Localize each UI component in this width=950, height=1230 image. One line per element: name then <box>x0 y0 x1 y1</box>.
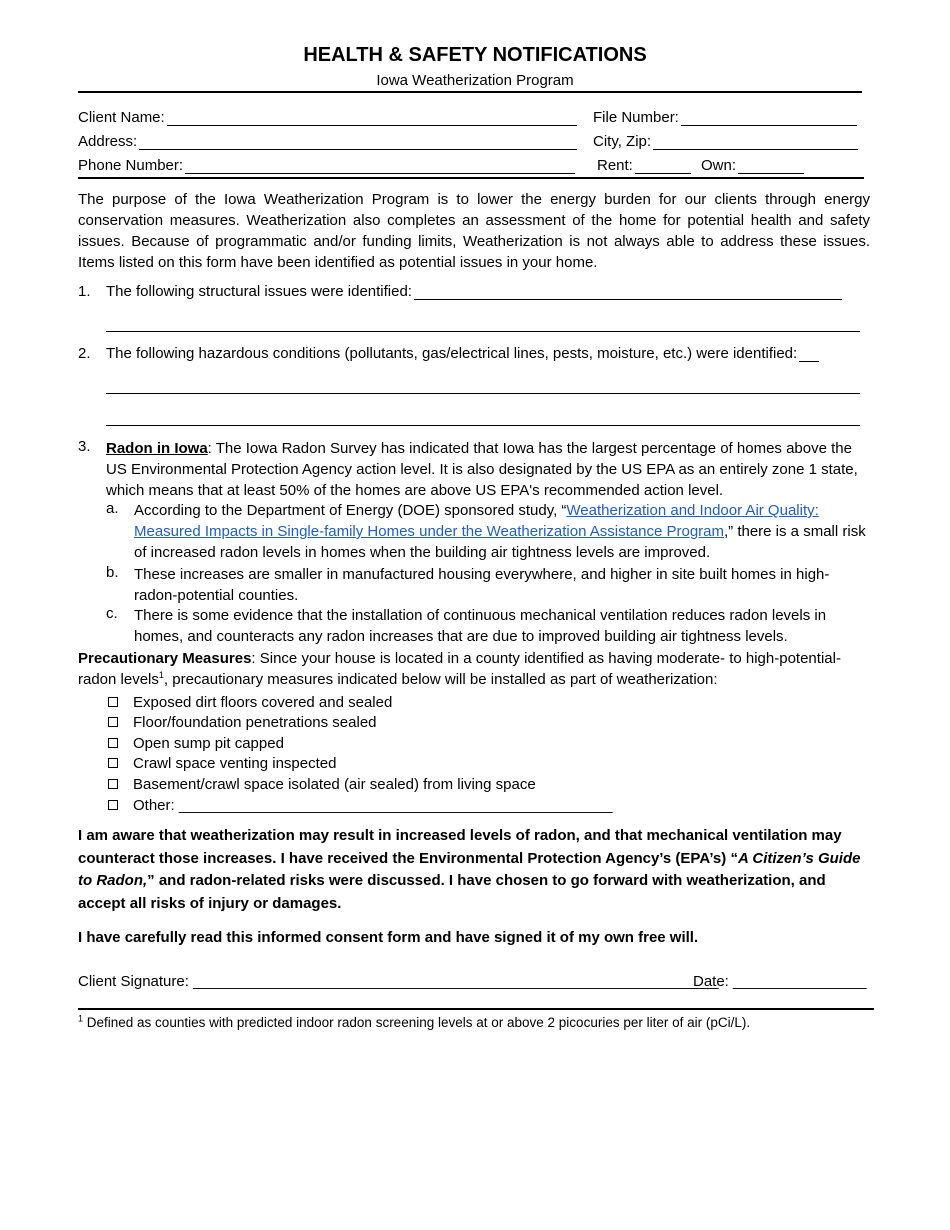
own-label: Own: <box>701 157 737 174</box>
rent-label: Rent: <box>597 157 633 174</box>
checkbox[interactable] <box>108 697 118 707</box>
city-zip-label: City, Zip: <box>593 133 652 150</box>
item-2-extra-line-2[interactable] <box>106 425 860 426</box>
phone-input[interactable] <box>185 159 575 174</box>
doe-study-link[interactable]: Weatherization and Indoor Air Quality: Measured Impacts in Single-family Homes under the Weatherization Assistance Program <box>134 502 819 540</box>
precaution-paragraph <box>78 648 874 690</box>
client-name-label: Client Name: <box>78 109 165 126</box>
file-number-field[interactable] <box>593 109 857 126</box>
footnote-text: Defined as counties with predicted indoor radon screening levels at or above 2 picocuries per liter of air (pCi/L). <box>83 1015 751 1030</box>
sub-b-label: b. <box>106 564 119 581</box>
check-label: Open sump pit capped <box>133 734 284 752</box>
phone-label: Phone Number: <box>78 157 184 174</box>
precaution-text-1: : Since your house is located in a county identified as having moderate- to high-potential-radon levels <box>78 650 841 688</box>
sub-a-pre: According to the Department of Energy (DOE) sponsored study, “ <box>134 502 567 519</box>
check-item-penetrations[interactable] <box>108 712 377 732</box>
footnote <box>78 1012 750 1033</box>
item-1-label: The following structural issues were identified: <box>106 283 412 300</box>
sub-b-text: These increases are smaller in manufactured housing everywhere, and higher in site built homes in high-radon-potential counties. <box>134 566 830 604</box>
item-3-text <box>106 438 874 501</box>
item-1-number: 1. <box>78 283 91 300</box>
sub-a-label: a. <box>106 500 119 517</box>
check-label: Crawl space venting inspected <box>133 754 337 772</box>
own-input[interactable] <box>738 159 804 174</box>
page-title: HEALTH & SAFETY NOTIFICATIONS <box>303 44 647 66</box>
city-zip-input[interactable] <box>653 135 858 150</box>
consent-text-b: ” and radon-related risks were discussed. I have chosen to go forward with weatherization, and accept all risks of injury or damages. <box>78 872 826 912</box>
check-item-sump-pit[interactable] <box>108 733 284 753</box>
footnote-rule <box>78 1008 874 1010</box>
own-field[interactable] <box>701 157 804 174</box>
precaution-heading: Precautionary Measures <box>78 650 252 667</box>
item-1-field[interactable] <box>106 283 842 300</box>
rent-input[interactable] <box>635 159 691 174</box>
phone-field[interactable] <box>78 157 575 174</box>
sub-a-text <box>134 500 872 563</box>
item-1-extra-line[interactable] <box>106 331 860 332</box>
sub-c-label: c. <box>106 605 118 622</box>
address-field[interactable] <box>78 133 577 150</box>
intro-paragraph: The purpose of the Iowa Weatherization Program is to lower the energy burden for our clients through energy conservation measures. Weatherization also completes an assessment of the home for potential health and safety issues. Because of programmatic and/or funding limits, Weatherization is not always able to address these issues. Items listed on this form have been identified as potential issues in your home. <box>78 191 870 271</box>
header-rule <box>78 91 862 93</box>
date-field[interactable]: Date: ________________ <box>693 973 867 990</box>
check-label: Floor/foundation penetrations sealed <box>133 713 377 731</box>
file-number-label: File Number: <box>593 109 679 126</box>
item-1-input[interactable] <box>414 285 842 300</box>
check-label: Other: ____________________________________________________ <box>133 796 613 814</box>
read-confirmation: I have carefully read this informed consent form and have signed it of my own free will. <box>78 929 699 946</box>
checkbox[interactable] <box>108 800 118 810</box>
consent-text-a: I am aware that weatherization may result in increased levels of radon, and that mechanical ventilation may counteract those increases. I have received the Environmental Protection Agency’s (EPA’s) “ <box>78 827 842 867</box>
client-name-input[interactable] <box>167 111 577 126</box>
consent-paragraph <box>78 825 874 915</box>
item-2-number: 2. <box>78 345 91 362</box>
check-label: Basement/crawl space isolated (air sealed) from living space <box>133 775 536 793</box>
address-input[interactable] <box>139 135 577 150</box>
item-2-field[interactable] <box>106 345 819 362</box>
fields-rule <box>78 177 864 179</box>
radon-heading: Radon in Iowa <box>106 440 208 457</box>
footnote-number: 1 <box>78 1013 84 1024</box>
check-label: Exposed dirt floors covered and sealed <box>133 693 393 711</box>
checkbox[interactable] <box>108 738 118 748</box>
client-name-field[interactable] <box>78 109 577 126</box>
item-3-number: 3. <box>78 438 91 455</box>
checkbox[interactable] <box>108 779 118 789</box>
checkbox[interactable] <box>108 717 118 727</box>
item-2-input[interactable] <box>799 347 819 362</box>
check-item-dirt-floors[interactable] <box>108 692 392 712</box>
precaution-text-2: , precautionary measures indicated below will be installed as part of weatherization: <box>163 671 718 688</box>
address-label: Address: <box>78 133 138 150</box>
citizen-guide-title: A Citizen’s Guide to Radon, <box>78 849 861 889</box>
file-number-input[interactable] <box>681 111 857 126</box>
client-signature-field[interactable]: Client Signature: _______________________________________________________________ <box>78 973 719 990</box>
page-subtitle: Iowa Weatherization Program <box>376 72 574 89</box>
footnote-ref: 1 <box>158 670 164 680</box>
item-2-label: The following hazardous conditions (pollutants, gas/electrical lines, pests, moisture, etc.) were identified: <box>106 345 798 362</box>
item-2-extra-line-1[interactable] <box>106 393 860 394</box>
sub-c-text: There is some evidence that the installation of continuous mechanical ventilation reduces radon levels in homes, and counteracts any radon increases that are due to improved building air tightness levels. <box>134 607 827 645</box>
check-item-other[interactable] <box>108 795 613 815</box>
city-zip-field[interactable] <box>593 133 858 150</box>
checkbox[interactable] <box>108 758 118 768</box>
sub-a-post: ,” there is a small risk of increased radon levels in homes when the building air tightness levels are improved. <box>134 523 866 561</box>
rent-field[interactable] <box>597 157 691 174</box>
radon-text: : The Iowa Radon Survey has indicated that Iowa has the largest percentage of homes above the US Environmental Protection Agency action level. It is also designated by the US EPA as an entirely zone 1 state, which means that at least 50% of the homes are above US EPA's recommended action level. <box>106 440 858 499</box>
check-item-air-sealed[interactable] <box>108 774 536 794</box>
check-item-crawl-venting[interactable] <box>108 753 336 773</box>
